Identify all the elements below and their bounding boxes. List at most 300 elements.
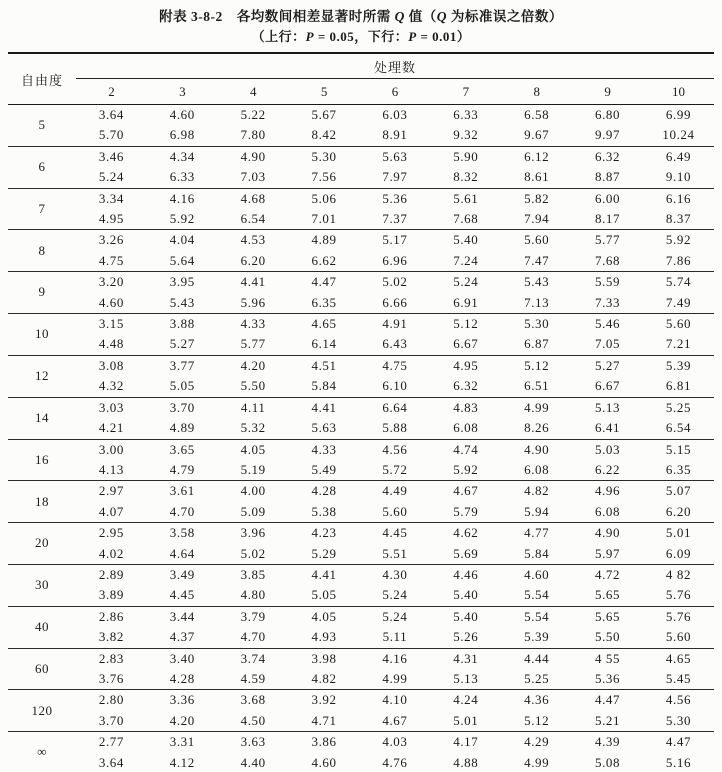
q-value-p001: 6.62 <box>311 252 337 268</box>
df-value: 40 <box>8 606 76 648</box>
page-title <box>8 7 714 27</box>
q-value-p005: 4.72 <box>572 564 643 585</box>
column-header-7: 7 <box>430 79 501 105</box>
q-value-p005: 3.64 <box>76 105 147 126</box>
column-header-6: 6 <box>360 79 431 105</box>
q-value-p001: 8.32 <box>453 169 479 185</box>
q-value-p001: 5.01 <box>453 712 479 728</box>
q-value-p001: 6.20 <box>240 252 266 268</box>
q-value-p005: 4.53 <box>218 230 289 251</box>
q-value-p005: 4 55 <box>572 648 643 669</box>
q-value-p001: 4.80 <box>240 587 266 603</box>
q-value-p005: 4.68 <box>218 188 289 209</box>
q-value-p001: 5.13 <box>453 670 479 686</box>
q-value-p001: 4.02 <box>98 545 125 561</box>
q-value-p005: 4.17 <box>430 732 501 753</box>
q-value-p001: 6.51 <box>524 378 550 394</box>
q-value-p001: 5.32 <box>240 420 266 436</box>
table-row-p001 <box>8 502 714 523</box>
subtitle-p-symbol-1: P <box>305 29 315 44</box>
q-value-p001: 4.67 <box>382 712 408 728</box>
q-value-p001: 7.68 <box>594 252 621 268</box>
q-value-p005: 3.77 <box>147 355 218 376</box>
q-value-p005: 4.91 <box>360 314 431 335</box>
q-value-p005: 4.16 <box>147 188 218 209</box>
df-value: 14 <box>8 397 76 439</box>
table-row-p001 <box>8 585 714 606</box>
q-value-p005: 5.17 <box>360 230 431 251</box>
df-value: 18 <box>8 481 76 523</box>
q-value-p001: 7.94 <box>524 211 550 227</box>
q-value-p005: 3.20 <box>76 272 147 293</box>
q-value-p005: 4.16 <box>360 648 431 669</box>
q-value-p005: 4.36 <box>501 690 572 711</box>
q-value-p001: 6.35 <box>311 294 337 310</box>
q-value-p001: 8.26 <box>524 420 550 436</box>
q-value-p005: 4.11 <box>218 397 289 418</box>
q-value-p005: 4 82 <box>643 564 714 585</box>
q-value-p001: 5.97 <box>594 545 621 561</box>
q-value-p001: 9.32 <box>453 127 479 143</box>
q-value-p005: 5.77 <box>572 230 643 251</box>
q-value-p005: 5.90 <box>430 146 501 167</box>
q-value-p005: 2.77 <box>76 732 147 753</box>
q-value-p001: 6.66 <box>382 294 408 310</box>
q-value-p005: 4.33 <box>289 439 360 460</box>
q-value-p001: 6.08 <box>453 420 479 436</box>
q-value-p001: 5.72 <box>382 461 408 477</box>
subtitle-text-2: = 0.05，下行： <box>314 29 409 44</box>
q-value-p005: 5.54 <box>501 606 572 627</box>
q-value-p005: 4.29 <box>501 732 572 753</box>
q-value-p001: 6.35 <box>665 461 692 477</box>
q-value-p001: 6.87 <box>524 336 550 352</box>
q-value-p005: 4.49 <box>360 481 431 502</box>
q-value-p001: 5.60 <box>665 629 692 645</box>
q-value-p005: 4.60 <box>147 105 218 126</box>
q-value-p005: 3.49 <box>147 564 218 585</box>
q-value-p001: 7.21 <box>665 336 692 352</box>
q-value-p001: 9.67 <box>524 127 550 143</box>
q-value-p005: 3.86 <box>289 732 360 753</box>
q-value-p001: 5.84 <box>311 378 337 394</box>
q-value-p005: 2.97 <box>76 481 147 502</box>
q-value-p005: 6.99 <box>643 105 714 126</box>
q-value-p005: 4.41 <box>289 564 360 585</box>
q-value-p005: 4.65 <box>289 314 360 335</box>
q-value-p005: 6.03 <box>360 105 431 126</box>
q-value-p005: 3.03 <box>76 397 147 418</box>
q-value-p005: 5.30 <box>289 146 360 167</box>
q-value-p001: 6.43 <box>382 336 408 352</box>
q-value-p001: 4.28 <box>169 670 195 686</box>
q-value-p001: 5.45 <box>665 670 692 686</box>
table-number-label: 附表 3-8-2 <box>159 9 223 24</box>
q-value-p005: 6.80 <box>572 105 643 126</box>
table-row-p001 <box>8 167 714 188</box>
q-value-p001: 4.99 <box>524 754 550 770</box>
q-value-p001: 3.82 <box>98 629 125 645</box>
table-row-p001 <box>8 544 714 565</box>
q-value-p005: 4.03 <box>360 732 431 753</box>
q-value-p005: 3.00 <box>76 439 147 460</box>
table-row-p001 <box>8 669 714 690</box>
q-value-p005: 3.70 <box>147 397 218 418</box>
q-value-p005: 2.86 <box>76 606 147 627</box>
q-value-p001: 5.09 <box>240 503 266 519</box>
q-value-p005: 4.90 <box>501 439 572 460</box>
q-value-p001: 5.50 <box>240 378 266 394</box>
table-row-p001 <box>8 251 714 272</box>
table-row-p001 <box>8 711 714 732</box>
q-value-p001: 5.25 <box>524 670 550 686</box>
q-value-p001: 4.12 <box>169 754 195 770</box>
q-value-p005: 4.47 <box>289 272 360 293</box>
df-value: 8 <box>8 230 76 272</box>
column-header-9: 9 <box>572 79 643 105</box>
q-value-p005: 4.28 <box>289 481 360 502</box>
q-value-p005: 4.83 <box>430 397 501 418</box>
q-value-p005: 3.96 <box>218 523 289 544</box>
column-header-4: 4 <box>218 79 289 105</box>
q-value-p005: 3.34 <box>76 188 147 209</box>
q-value-p005: 4.77 <box>501 523 572 544</box>
table-row-p005 <box>8 272 714 293</box>
df-value: 60 <box>8 648 76 690</box>
q-value-p001: 4.70 <box>169 503 195 519</box>
q-value-p005: 4.82 <box>501 481 572 502</box>
q-value-p005: 5.07 <box>643 481 714 502</box>
q-value-p001: 4.40 <box>240 754 266 770</box>
table-row-p005 <box>8 188 714 209</box>
subtitle-p-symbol-2: P <box>408 29 417 44</box>
q-value-p005: 3.40 <box>147 648 218 669</box>
table-row-p005 <box>8 523 714 544</box>
q-value-p005: 4.60 <box>501 564 572 585</box>
q-value-p005: 3.44 <box>147 606 218 627</box>
title-text-3: 为标准误之倍数） <box>447 9 563 24</box>
q-value-p001: 5.94 <box>524 503 550 519</box>
q-value-p001: 7.24 <box>453 252 479 268</box>
q-value-p001: 5.21 <box>594 712 621 728</box>
q-value-p001: 5.88 <box>382 420 408 436</box>
table-row-p005 <box>8 314 714 335</box>
q-value-p001: 5.05 <box>169 378 195 394</box>
subtitle-text-3: = 0.01） <box>416 29 471 44</box>
q-value-p005: 4.41 <box>218 272 289 293</box>
q-value-p005: 6.64 <box>360 397 431 418</box>
column-header-2: 2 <box>76 79 147 105</box>
q-value-p005: 3.31 <box>147 732 218 753</box>
df-value: 6 <box>8 146 76 188</box>
q-value-p001: 5.02 <box>240 545 266 561</box>
column-header-3: 3 <box>147 79 218 105</box>
q-value-p005: 6.00 <box>572 188 643 209</box>
q-value-p005: 5.61 <box>430 188 501 209</box>
q-value-p005: 4.56 <box>643 690 714 711</box>
table-row-p005 <box>8 648 714 669</box>
q-value-p001: 8.42 <box>311 127 337 143</box>
q-value-p005: 6.33 <box>430 105 501 126</box>
q-value-p005: 4.33 <box>218 314 289 335</box>
df-value: 20 <box>8 523 76 565</box>
table-row-p005 <box>8 732 714 753</box>
q-value-p001: 4.48 <box>98 336 125 352</box>
q-value-p001: 5.40 <box>453 587 479 603</box>
q-value-p005: 5.25 <box>643 397 714 418</box>
table-row-p005 <box>8 146 714 167</box>
q-value-p001: 6.20 <box>665 503 692 519</box>
q-value-p001: 5.50 <box>594 629 621 645</box>
q-value-p005: 5.06 <box>289 188 360 209</box>
q-value-p001: 6.81 <box>665 378 692 394</box>
column-header-5: 5 <box>289 79 360 105</box>
q-value-p001: 4.45 <box>169 587 195 603</box>
q-value-p005: 4.05 <box>218 439 289 460</box>
q-value-p005: 4.90 <box>572 523 643 544</box>
q-value-p005: 3.58 <box>147 523 218 544</box>
q-value-p005: 3.98 <box>289 648 360 669</box>
q-value-p001: 7.01 <box>311 211 337 227</box>
q-value-p005: 4.34 <box>147 146 218 167</box>
title-q-symbol-1: Q <box>394 9 405 24</box>
table-row-p001 <box>8 209 714 230</box>
q-value-p001: 8.37 <box>665 211 692 227</box>
q-value-p005: 4.24 <box>430 690 501 711</box>
q-value-p005: 4.00 <box>218 481 289 502</box>
q-value-p001: 5.12 <box>524 712 550 728</box>
q-value-p001: 3.64 <box>98 754 125 770</box>
q-value-p005: 4.90 <box>218 146 289 167</box>
q-value-p001: 7.13 <box>524 294 550 310</box>
q-value-p001: 5.24 <box>98 169 125 185</box>
q-value-p005: 5.63 <box>360 146 431 167</box>
q-value-p001: 6.14 <box>311 336 337 352</box>
q-value-p001: 4.13 <box>98 461 125 477</box>
title-text-2: 值（ <box>404 9 437 24</box>
q-value-p005: 4.74 <box>430 439 501 460</box>
q-value-p001: 10.24 <box>662 127 695 143</box>
q-value-p001: 7.80 <box>240 127 266 143</box>
q-value-p005: 6.49 <box>643 146 714 167</box>
q-value-p001: 4.75 <box>98 252 125 268</box>
df-value: 5 <box>8 105 76 147</box>
q-value-p001: 5.49 <box>311 461 337 477</box>
q-value-p005: 5.03 <box>572 439 643 460</box>
q-value-p005: 4.20 <box>218 355 289 376</box>
q-value-p005: 4.95 <box>430 355 501 376</box>
q-value-p001: 7.49 <box>665 294 692 310</box>
q-value-p001: 5.92 <box>169 211 195 227</box>
q-value-p001: 7.56 <box>311 169 337 185</box>
q-value-p001: 4.71 <box>311 712 337 728</box>
table-row-p005 <box>8 397 714 418</box>
q-value-p001: 6.08 <box>594 503 621 519</box>
q-value-p005: 4.45 <box>360 523 431 544</box>
table-row-p001 <box>8 334 714 355</box>
q-value-p005: 5.74 <box>643 272 714 293</box>
q-value-p001: 5.60 <box>382 503 408 519</box>
q-value-p005: 4.41 <box>289 397 360 418</box>
q-value-p001: 7.47 <box>524 252 550 268</box>
q-value-p001: 5.24 <box>382 587 408 603</box>
q-value-p005: 3.85 <box>218 564 289 585</box>
q-value-p005: 4.56 <box>360 439 431 460</box>
q-value-p001: 4.20 <box>169 712 195 728</box>
q-value-p001: 6.08 <box>524 461 550 477</box>
q-value-p001: 5.19 <box>240 461 266 477</box>
q-value-p001: 4.82 <box>311 670 337 686</box>
q-value-p001: 3.76 <box>98 670 125 686</box>
q-value-p005: 3.88 <box>147 314 218 335</box>
table-row-p001 <box>8 293 714 314</box>
q-value-p005: 4.96 <box>572 481 643 502</box>
table-row-p001 <box>8 418 714 439</box>
q-value-p005: 5.22 <box>218 105 289 126</box>
q-value-p005: 5.24 <box>360 606 431 627</box>
q-value-p005: 4.65 <box>643 648 714 669</box>
q-value-p001: 7.05 <box>594 336 621 352</box>
q-value-p005: 4.47 <box>643 732 714 753</box>
q-value-p005: 3.36 <box>147 690 218 711</box>
q-value-p001: 7.03 <box>240 169 266 185</box>
q-value-p001: 5.92 <box>453 461 479 477</box>
q-value-p005: 5.30 <box>501 314 572 335</box>
table-row-p005 <box>8 230 714 251</box>
q-value-p005: 2.89 <box>76 564 147 585</box>
q-value-p001: 4.70 <box>240 629 266 645</box>
q-value-p005: 4.46 <box>430 564 501 585</box>
q-value-p005: 3.95 <box>147 272 218 293</box>
q-value-p001: 5.39 <box>524 629 550 645</box>
q-value-p005: 3.61 <box>147 481 218 502</box>
q-value-p001: 5.79 <box>453 503 479 519</box>
table-row-p001 <box>8 627 714 648</box>
q-value-p001: 9.10 <box>665 169 692 185</box>
column-number-row <box>8 79 714 105</box>
table-row-p005 <box>8 606 714 627</box>
q-value-p001: 6.54 <box>665 420 692 436</box>
q-value-p001: 5.08 <box>594 754 621 770</box>
q-value-p005: 5.65 <box>572 606 643 627</box>
df-value: 10 <box>8 314 76 356</box>
table-row-p001 <box>8 753 714 772</box>
q-value-p005: 4.05 <box>289 606 360 627</box>
q-value-p005: 5.12 <box>430 314 501 335</box>
q-value-p005: 5.24 <box>430 272 501 293</box>
q-value-p005: 5.59 <box>572 272 643 293</box>
q-value-p001: 6.10 <box>382 378 408 394</box>
q-value-p005: 3.63 <box>218 732 289 753</box>
q-value-p001: 7.68 <box>453 211 479 227</box>
q-value-p001: 4.32 <box>98 378 125 394</box>
q-value-p001: 6.54 <box>240 211 266 227</box>
q-value-p005: 4.89 <box>289 230 360 251</box>
subtitle-text-1: （上行： <box>251 29 306 44</box>
q-value-p005: 4.10 <box>360 690 431 711</box>
q-value-p001: 5.63 <box>311 420 337 436</box>
df-value: 16 <box>8 439 76 481</box>
q-value-p005: 5.12 <box>501 355 572 376</box>
q-value-p005: 3.92 <box>289 690 360 711</box>
q-value-p005: 4.75 <box>360 355 431 376</box>
q-value-p001: 7.37 <box>382 211 408 227</box>
q-value-p005: 5.36 <box>360 188 431 209</box>
q-value-p001: 4.89 <box>169 420 195 436</box>
q-value-p005: 5.46 <box>572 314 643 335</box>
q-value-p005: 3.74 <box>218 648 289 669</box>
q-value-p005: 6.58 <box>501 105 572 126</box>
q-values-table <box>8 52 714 772</box>
q-value-p001: 4.60 <box>98 294 125 310</box>
q-value-p001: 9.97 <box>594 127 621 143</box>
q-value-p001: 5.76 <box>665 587 692 603</box>
q-value-p005: 2.83 <box>76 648 147 669</box>
q-value-p001: 6.32 <box>453 378 479 394</box>
q-value-p001: 5.69 <box>453 545 479 561</box>
q-value-p001: 5.64 <box>169 252 195 268</box>
df-value: 9 <box>8 272 76 314</box>
q-value-p005: 5.39 <box>643 355 714 376</box>
title-text-1: 各均数间相差显著时所需 <box>222 9 395 24</box>
q-value-p001: 5.43 <box>169 294 195 310</box>
column-group-header-treatments: 处理数 <box>76 53 714 79</box>
q-value-p001: 5.30 <box>665 712 692 728</box>
q-value-p005: 4.23 <box>289 523 360 544</box>
q-value-p005: 3.68 <box>218 690 289 711</box>
q-value-p005: 5.82 <box>501 188 572 209</box>
q-value-p001: 8.91 <box>382 127 408 143</box>
q-value-p001: 6.96 <box>382 252 408 268</box>
q-value-p001: 5.96 <box>240 294 266 310</box>
q-value-p001: 6.41 <box>594 420 621 436</box>
q-value-p001: 4.95 <box>98 211 125 227</box>
q-value-p001: 4.79 <box>169 461 195 477</box>
q-value-p001: 4.21 <box>98 420 125 436</box>
q-value-p005: 4.30 <box>360 564 431 585</box>
q-value-p001: 6.98 <box>169 127 195 143</box>
q-value-p005: 3.15 <box>76 314 147 335</box>
q-value-p001: 4.07 <box>98 503 125 519</box>
column-header-10: 10 <box>643 79 714 105</box>
q-value-p001: 4.88 <box>453 754 479 770</box>
q-value-p001: 5.11 <box>382 629 408 645</box>
q-value-p001: 5.26 <box>453 629 479 645</box>
q-value-p005: 5.60 <box>501 230 572 251</box>
q-value-p005: 5.15 <box>643 439 714 460</box>
q-value-p001: 6.91 <box>453 294 479 310</box>
q-value-p005: 5.40 <box>430 606 501 627</box>
q-value-p005: 5.60 <box>643 314 714 335</box>
q-value-p005: 5.40 <box>430 230 501 251</box>
q-value-p005: 4.31 <box>430 648 501 669</box>
q-value-p001: 4.37 <box>169 629 195 645</box>
df-value: 30 <box>8 564 76 606</box>
df-value: 12 <box>8 355 76 397</box>
q-value-p005: 5.43 <box>501 272 572 293</box>
q-value-p005: 4.44 <box>501 648 572 669</box>
table-row-p001 <box>8 460 714 481</box>
q-value-p001: 5.70 <box>98 127 125 143</box>
q-value-p005: 4.99 <box>501 397 572 418</box>
q-value-p001: 5.29 <box>311 545 337 561</box>
title-q-symbol-2: Q <box>436 9 447 24</box>
row-header-degrees-of-freedom: 自由度 <box>8 53 76 105</box>
q-value-p001: 8.61 <box>524 169 550 185</box>
q-value-p001: 7.86 <box>665 252 692 268</box>
df-value: 7 <box>8 188 76 230</box>
column-header-8: 8 <box>501 79 572 105</box>
